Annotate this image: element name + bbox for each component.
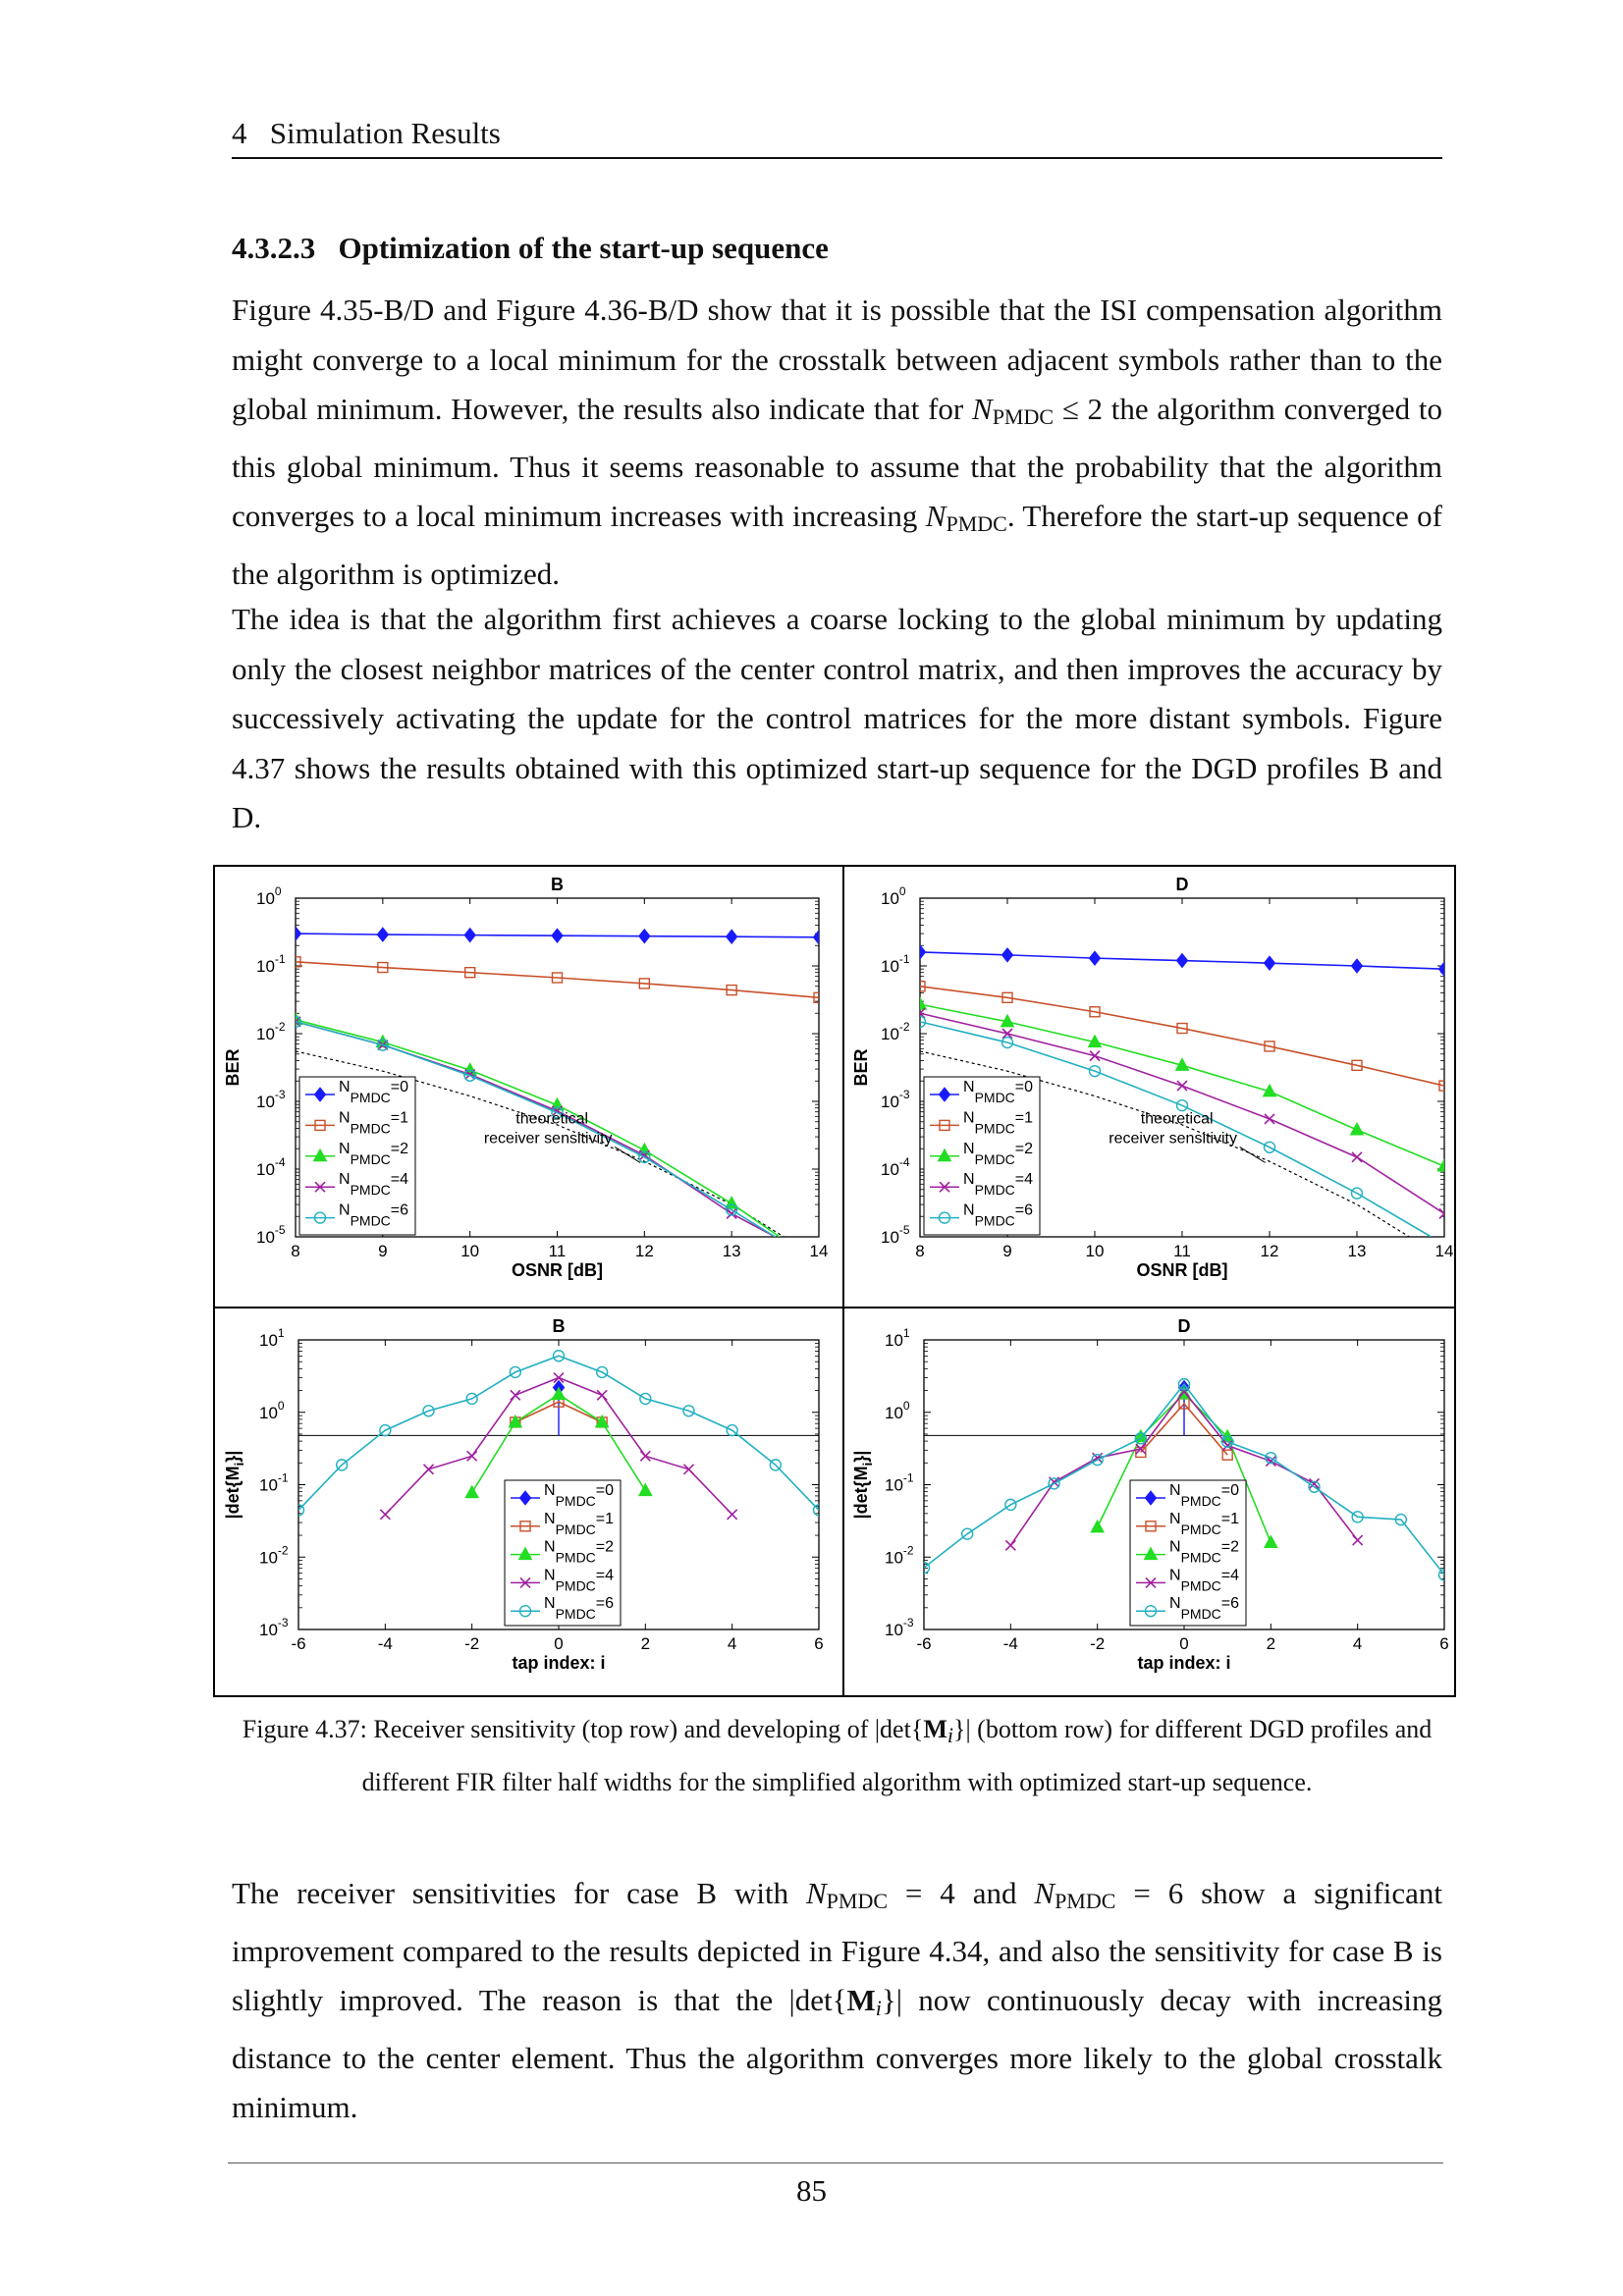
y-tick-base: 10 [256,1160,275,1179]
chapter-title: Simulation Results [269,116,501,150]
legend-name: N [963,1109,975,1127]
legend-sub: PMDC [350,1150,391,1167]
x-tick-label: 4 [1352,1634,1363,1653]
y-tick-label [256,1223,286,1247]
annotation-text: theoretical [1140,1110,1214,1128]
legend-name: N [963,1171,975,1189]
annotation-text: receiver sensitivity [483,1130,613,1148]
x-tick-label: 8 [915,1242,925,1260]
chart-bottom-left [223,1316,825,1673]
legend-sub: PMDC [350,1182,391,1199]
y-axis-label-main: BER [223,1048,243,1087]
x-tick-label: 11 [548,1242,567,1260]
legend-sub: PMDC [555,1521,596,1537]
x-tick-label: 9 [378,1242,388,1260]
y-axis-label-main: BER [851,1048,871,1087]
legend-name: N [963,1201,975,1219]
y-tick-base: 10 [259,1403,278,1422]
y-tick-label [885,1399,910,1422]
p1-text-c: . Therefore the start-up sequence of the algorithm is optimized. [232,499,1442,591]
x-tick-label: 0 [554,1634,564,1653]
y-axis-label-sub: i [860,1462,875,1467]
p1-symbol-sub2: PMDC [946,511,1007,536]
x-tick-label: 13 [1347,1242,1367,1260]
legend-suffix: =6 [1220,1595,1240,1613]
x-axis-label: OSNR [dB] [512,1260,603,1280]
legend-sub: PMDC [555,1577,596,1594]
legend-sub: PMDC [350,1120,391,1137]
legend-name: N [963,1140,975,1157]
y-tick-exponent: 1 [277,1326,285,1340]
y-tick-base: 10 [881,1093,899,1111]
chart-top-left [223,875,828,1280]
y-tick-base: 10 [259,1331,278,1350]
legend-name: N [1169,1595,1181,1613]
y-tick-label [885,1543,914,1567]
y-tick-label [885,1471,914,1495]
legend-sub: PMDC [555,1606,596,1623]
x-tick-label: -2 [464,1634,480,1653]
legend-name: N [963,1079,975,1095]
legend-suffix: =0 [390,1079,409,1095]
legend-sub: PMDC [974,1182,1015,1199]
legend-name: N [339,1140,351,1157]
y-tick-label [881,1020,910,1043]
y-tick-label [256,884,282,908]
legend-sub: PMDC [350,1212,391,1229]
page-number: 85 [796,2173,827,2208]
y-tick-base: 10 [881,957,899,976]
section-title: Optimization of the start-up sequence [338,231,829,265]
y-tick-exponent: 1 [902,1326,910,1340]
x-tick-label: -6 [291,1634,306,1653]
y-tick-label [885,1616,914,1639]
legend [505,1480,621,1626]
section-heading [232,231,829,266]
y-axis-label [851,1048,871,1086]
legend-name: N [1169,1567,1181,1584]
x-tick-label: -4 [1002,1634,1018,1653]
legend-suffix: =4 [390,1171,409,1189]
legend-name: N [339,1171,351,1189]
legend-suffix: =4 [1014,1171,1034,1189]
x-tick-label: 6 [1439,1634,1449,1653]
y-axis-label [223,1048,243,1086]
x-tick-label: 9 [1002,1242,1012,1260]
y-tick-label [259,1326,285,1350]
p3-symbol-n2: N [1034,1876,1055,1910]
chart-bottom-right [851,1316,1450,1673]
x-axis-label: tap index: i [1137,1653,1231,1673]
y-tick-label [256,1155,286,1179]
y-axis-label-end: }| [223,1450,243,1463]
paragraph-2: The idea is that the algorithm first achieves a coarse locking to the global minimum by updating only the closest neighbor matrices of the center control matrix, and then improves the accuracy by successively activating the update for the control matrices for the more distant symbols. Figure 4.37 shows the results obtained with this optimized start-up sequence for the DGD profiles B and D. [232,602,1442,834]
y-tick-base: 10 [256,1025,275,1043]
running-header [232,116,1442,159]
caption-symbol-m: M [923,1715,947,1743]
legend [1130,1480,1246,1626]
y-tick-exponent: -2 [898,1020,910,1034]
y-tick-exponent: -4 [274,1155,286,1169]
x-tick-label: -2 [1090,1634,1106,1653]
x-tick-label: -6 [916,1634,932,1653]
y-tick-base: 10 [885,1475,903,1495]
legend-suffix: =1 [1014,1109,1034,1127]
x-tick-label: 11 [1173,1242,1191,1260]
legend-sub: PMDC [1180,1549,1221,1566]
legend-suffix: =6 [595,1595,615,1613]
y-tick-base: 10 [881,1160,899,1179]
p3-symbol-sub: PMDC [826,1889,889,1913]
y-tick-label [259,1471,289,1495]
legend-suffix: =0 [1014,1079,1034,1095]
y-tick-exponent: 0 [274,884,282,898]
legend-name: N [544,1567,556,1584]
y-tick-base: 10 [256,1093,275,1111]
figure-caption [232,1706,1442,1806]
legend-suffix: =4 [1220,1567,1240,1584]
y-axis-label-end: }| [851,1450,871,1463]
annotation-text: theoretical [515,1110,589,1128]
legend [299,1077,415,1235]
x-tick-label: 6 [814,1634,824,1653]
legend-sub: PMDC [555,1493,596,1509]
legend-name: N [1169,1482,1181,1499]
x-tick-label: 14 [809,1242,829,1260]
y-tick-label [256,1020,286,1043]
x-axis-label: tap index: i [512,1653,606,1673]
legend [924,1077,1040,1235]
x-tick-label: 4 [727,1634,737,1653]
y-tick-label [259,1399,285,1422]
p1-symbol-sub: PMDC [992,404,1055,429]
y-tick-exponent: 0 [902,1398,910,1413]
y-tick-exponent: -2 [902,1543,914,1558]
y-tick-base: 10 [259,1475,278,1495]
chart-top-right [851,875,1453,1280]
legend-sub: PMDC [1180,1577,1221,1594]
legend-sub: PMDC [974,1150,1015,1167]
p3-text-b: = 4 and [888,1876,1035,1910]
panel-title: B [552,1316,566,1336]
caption-text-b: }| (bottom row) for different DGD profiles and different FIR filter half widths for the simplified algorithm with optimized start-up sequence. [361,1715,1433,1796]
y-tick-base: 10 [885,1548,903,1568]
y-tick-label [881,1155,910,1179]
legend-name: N [544,1482,556,1499]
paragraph-1 [232,286,1442,599]
y-tick-base: 10 [259,1548,278,1568]
panel-title: D [1177,1316,1191,1336]
legend-suffix: =6 [390,1201,409,1219]
y-axis-label-sub: i [232,1462,246,1467]
p3-text-d: }| now continuously decay with increasing distance to the center element. Thus the algorithm converges more likely to the global crosstalk minimum. [232,1983,1442,2124]
y-tick-exponent: 0 [277,1398,285,1413]
x-tick-label: 2 [640,1634,651,1653]
legend-sub: PMDC [974,1090,1015,1105]
y-tick-label [881,1088,910,1111]
y-tick-exponent: -5 [898,1223,910,1237]
p1-text-b: ≤ 2 the algorithm converged to this global minimum. Thus it seems reasonable to assume that the probability that the algorithm converges to a local minimum increases with increasing [232,392,1443,533]
legend-suffix: =0 [1220,1482,1240,1499]
legend-suffix: =2 [1014,1140,1034,1157]
x-tick-label: -4 [377,1634,393,1653]
legend-suffix: =1 [1220,1510,1240,1527]
y-tick-exponent: -3 [898,1088,910,1101]
x-tick-label: 12 [634,1242,654,1260]
legend-name: N [1169,1510,1181,1527]
x-tick-label: 12 [1260,1242,1279,1260]
legend-name: N [339,1079,351,1095]
paragraph-3 [232,1869,1442,2133]
y-tick-exponent: -1 [898,952,910,966]
legend-name: N [544,1595,556,1613]
caption-label: Figure 4.37: [242,1715,367,1743]
chapter-number: 4 [232,116,247,150]
p3-text-a: The receiver sensitivities for case B with [232,1876,806,1910]
p1-symbol-n: N [972,392,993,426]
y-tick-exponent: -1 [902,1470,914,1485]
p3-text-c: = 6 show a significant improvement compared to the results depicted in Figure 4.34, and also the sensitivity for case B is slightly improved. The reason is that the |det{ [232,1876,1442,2017]
legend-name: N [339,1201,351,1219]
caption-symbol-sub: i [947,1723,953,1747]
legend-name: N [544,1538,556,1556]
y-tick-exponent: -3 [274,1088,286,1101]
y-tick-label [881,952,910,976]
x-axis-label: OSNR [dB] [1136,1260,1228,1280]
y-tick-exponent: -1 [274,952,286,966]
panel-title: B [551,875,564,894]
p1-symbol-n2: N [925,499,947,533]
y-tick-base: 10 [256,889,275,908]
legend-sub: PMDC [1180,1493,1221,1509]
y-tick-label [881,884,906,908]
figure-4-37 [213,865,1456,1697]
y-tick-exponent: -5 [274,1223,286,1237]
y-tick-base: 10 [885,1621,903,1639]
figure-svg [215,867,1454,1695]
legend-name: N [544,1510,556,1527]
y-tick-base: 10 [885,1403,903,1422]
y-tick-exponent: -1 [277,1470,289,1485]
y-tick-exponent: -2 [277,1543,289,1558]
x-tick-label: 10 [460,1242,480,1260]
y-tick-base: 10 [256,957,275,976]
legend-sub: PMDC [555,1549,596,1566]
panel-title: D [1175,875,1189,894]
y-tick-exponent: -3 [902,1616,914,1629]
p3-symbol-m: M [846,1983,876,2017]
y-tick-exponent: -2 [274,1020,286,1034]
legend-suffix: =2 [1220,1538,1240,1556]
y-tick-label [881,1223,910,1247]
p3-symbol-sub2: PMDC [1055,1889,1116,1913]
legend-suffix: =2 [390,1140,409,1157]
legend-suffix: =4 [595,1567,615,1584]
x-tick-label: 2 [1266,1634,1276,1653]
y-tick-label [256,952,286,976]
y-tick-exponent: -4 [898,1155,910,1169]
y-tick-base: 10 [259,1621,278,1639]
y-tick-label [259,1543,289,1567]
legend-sub: PMDC [974,1212,1015,1229]
y-axis-label [851,1451,875,1520]
legend-name: N [1169,1538,1181,1556]
legend-sub: PMDC [1180,1521,1221,1537]
caption-text-a: Receiver sensitivity (top row) and developing of |det{ [366,1715,924,1743]
y-tick-exponent: -3 [277,1616,289,1629]
y-axis-label-main: |det{M [851,1466,871,1520]
y-tick-base: 10 [881,889,899,908]
y-axis-label [223,1451,246,1520]
legend-suffix: =6 [1014,1201,1034,1219]
legend-sub: PMDC [1180,1606,1221,1623]
y-tick-label [256,1088,286,1111]
p3-symbol-msub: i [875,1996,882,2020]
x-tick-label: 8 [291,1242,300,1260]
y-tick-base: 10 [881,1025,899,1043]
y-tick-base: 10 [881,1228,899,1247]
legend-suffix: =1 [595,1510,615,1527]
p3-symbol-n: N [805,1876,827,1910]
x-tick-label: 10 [1085,1242,1105,1260]
legend-suffix: =1 [390,1109,409,1127]
legend-sub: PMDC [974,1120,1015,1137]
legend-suffix: =2 [595,1538,615,1556]
y-tick-label [885,1326,910,1350]
x-tick-label: 0 [1179,1634,1189,1653]
y-tick-base: 10 [885,1331,903,1350]
p1-text-a: Figure 4.35-B/D and Figure 4.36-B/D show that it is possible that the ISI compensation algorithm might converge to a local minimum for the crosstalk between adjacent symbols rather than to the global minimum. However, the results also indicate that for [232,293,1442,426]
legend-name: N [339,1109,351,1127]
legend-sub: PMDC [350,1090,391,1105]
y-tick-base: 10 [256,1228,275,1247]
x-tick-label: 13 [722,1242,741,1260]
x-tick-label: 14 [1434,1242,1454,1260]
legend-suffix: =0 [595,1482,615,1499]
y-tick-label [259,1616,289,1639]
annotation-text: receiver sensitivity [1109,1130,1238,1148]
y-axis-label-main: |det{M [223,1466,243,1520]
y-tick-exponent: 0 [898,884,906,898]
section-number: 4.3.2.3 [232,231,316,265]
